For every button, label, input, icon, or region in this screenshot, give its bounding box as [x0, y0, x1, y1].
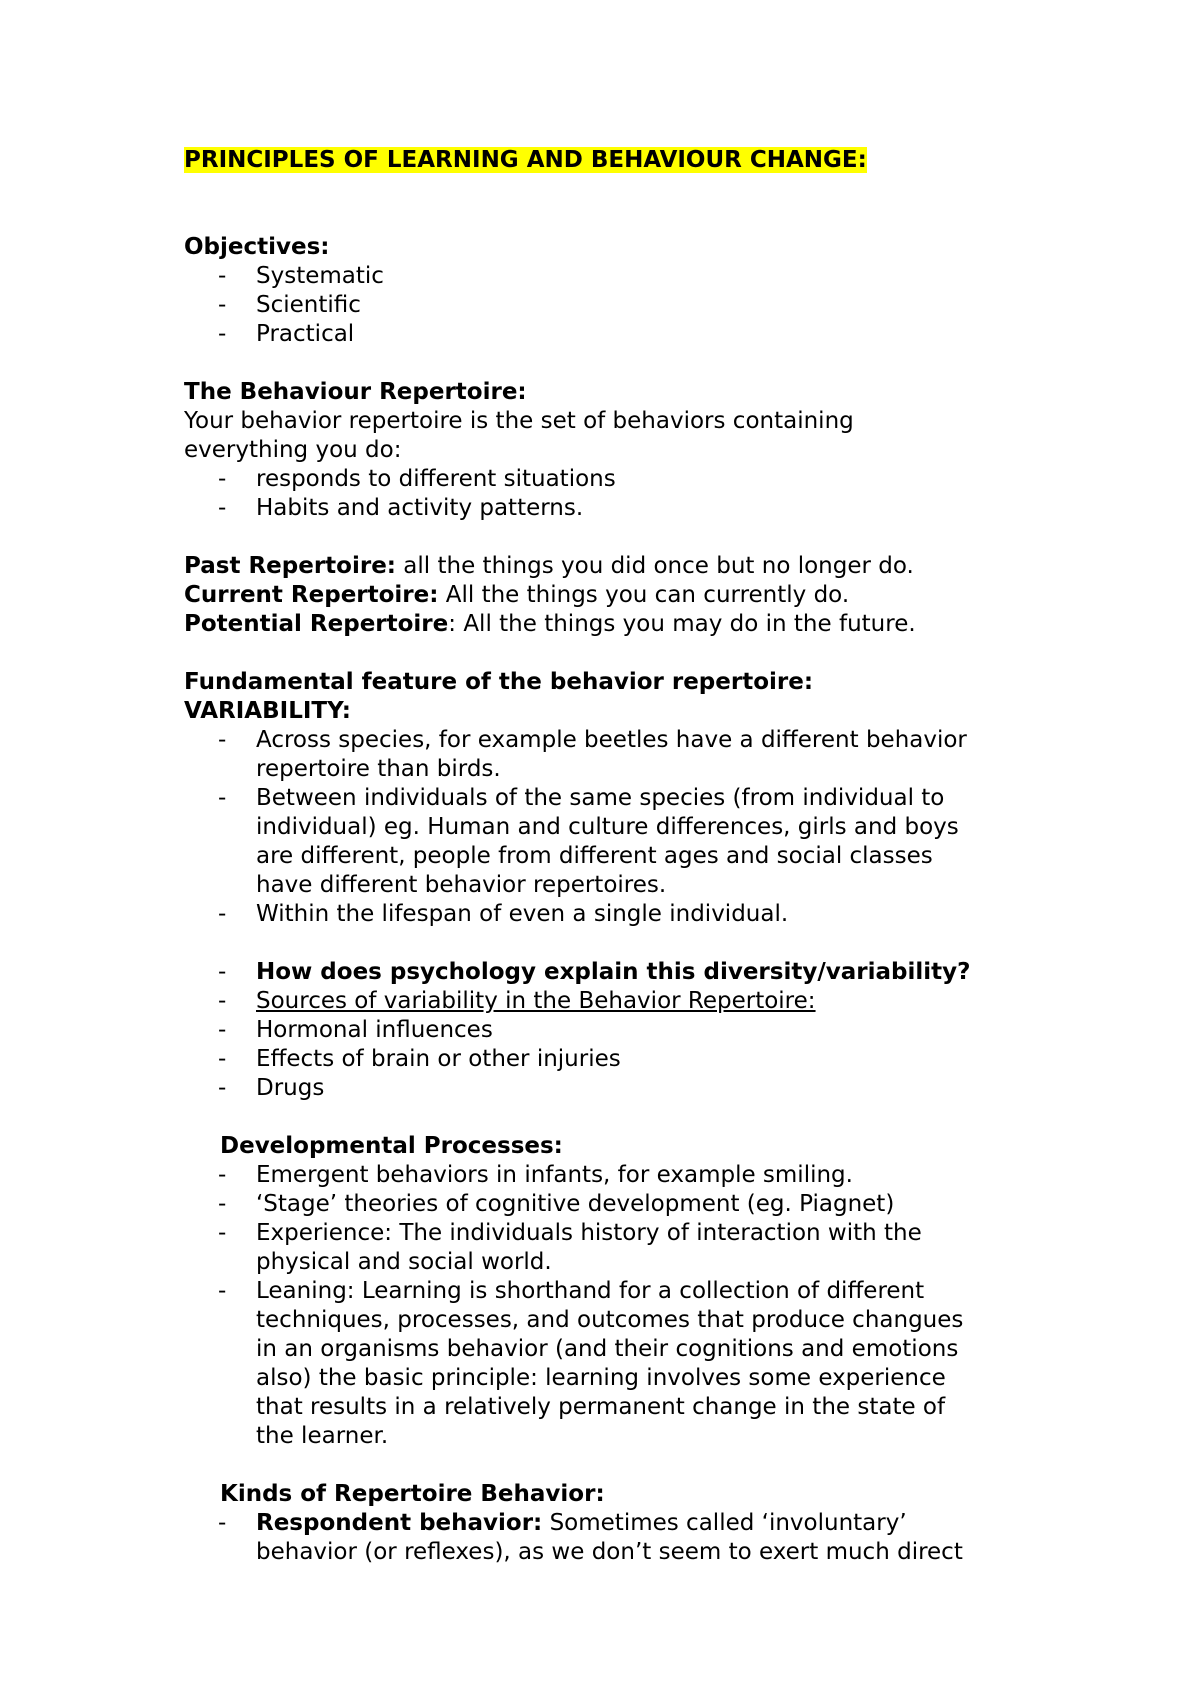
- list-item: - Across species, for example beetles have a different behavior: [218, 727, 967, 753]
- list-item-continuation: the learner.: [256, 1423, 389, 1449]
- paragraph-line: everything you do:: [184, 437, 402, 463]
- list-item-continuation: have different behavior repertoires.: [256, 872, 667, 898]
- list-item: - Hormonal influences: [218, 1017, 493, 1043]
- list-item-continuation: are different, people from different ages and social classes: [256, 843, 933, 869]
- kinds-heading: Kinds of Repertoire Behavior:: [220, 1481, 605, 1507]
- list-item-continuation: techniques, processes, and outcomes that produce changues: [256, 1307, 964, 1333]
- list-item-continuation: behavior (or reflexes), as we don’t seem to exert much direct: [256, 1539, 963, 1565]
- list-item: - Habits and activity patterns.: [218, 495, 584, 521]
- paragraph-line: Your behavior repertoire is the set of behaviors containing: [184, 408, 854, 434]
- list-item-respondent: - Respondent behavior: Sometimes called ‘involuntary’: [218, 1510, 907, 1536]
- definition-past: Past Repertoire: all the things you did once but no longer do.: [184, 553, 914, 579]
- list-item: - responds to different situations: [218, 466, 616, 492]
- document-page: [184, 146, 1064, 1567]
- list-item-question: - How does psychology explain this diversity/variability?: [218, 959, 971, 985]
- objectives-heading: Objectives:: [184, 234, 330, 260]
- list-item-continuation: individual) eg. Human and culture differences, girls and boys: [256, 814, 959, 840]
- list-item: - Scientific: [218, 292, 361, 318]
- feature-heading: Fundamental feature of the behavior repertoire:: [184, 669, 814, 695]
- list-item: - ‘Stage’ theories of cognitive development (eg. Piagnet): [218, 1191, 895, 1217]
- repertoire-heading: The Behaviour Repertoire:: [184, 379, 527, 405]
- feature-subheading: VARIABILITY:: [184, 698, 351, 724]
- list-item: - Practical: [218, 321, 355, 347]
- document-title-line: [184, 146, 1064, 175]
- developmental-heading: Developmental Processes:: [220, 1133, 563, 1159]
- list-item: - Between individuals of the same species (from individual to: [218, 785, 945, 811]
- list-item-continuation: in an organisms behavior (and their cognitions and emotions: [256, 1336, 959, 1362]
- list-item-continuation: that results in a relatively permanent change in the state of: [256, 1394, 946, 1420]
- list-item: - Experience: The individuals history of interaction with the: [218, 1220, 922, 1246]
- definition-potential: Potential Repertoire: All the things you may do in the future.: [184, 611, 916, 637]
- list-item: - Systematic: [218, 263, 384, 289]
- list-item-continuation: also) the basic principle: learning involves some experience: [256, 1365, 946, 1391]
- list-item: - Within the lifespan of even a single individual.: [218, 901, 789, 927]
- document-title: PRINCIPLES OF LEARNING AND BEHAVIOUR CHANGE:: [184, 147, 867, 173]
- list-item: - Leaning: Learning is shorthand for a collection of different: [218, 1278, 925, 1304]
- list-item-continuation: physical and social world.: [256, 1249, 552, 1275]
- list-item-sources: - Sources of variability in the Behavior Repertoire:: [218, 988, 816, 1014]
- list-item: - Effects of brain or other injuries: [218, 1046, 621, 1072]
- list-item-continuation: repertoire than birds.: [256, 756, 501, 782]
- list-item: - Emergent behaviors in infants, for example smiling.: [218, 1162, 853, 1188]
- definition-current: Current Repertoire: All the things you can currently do.: [184, 582, 850, 608]
- list-item: - Drugs: [218, 1075, 325, 1101]
